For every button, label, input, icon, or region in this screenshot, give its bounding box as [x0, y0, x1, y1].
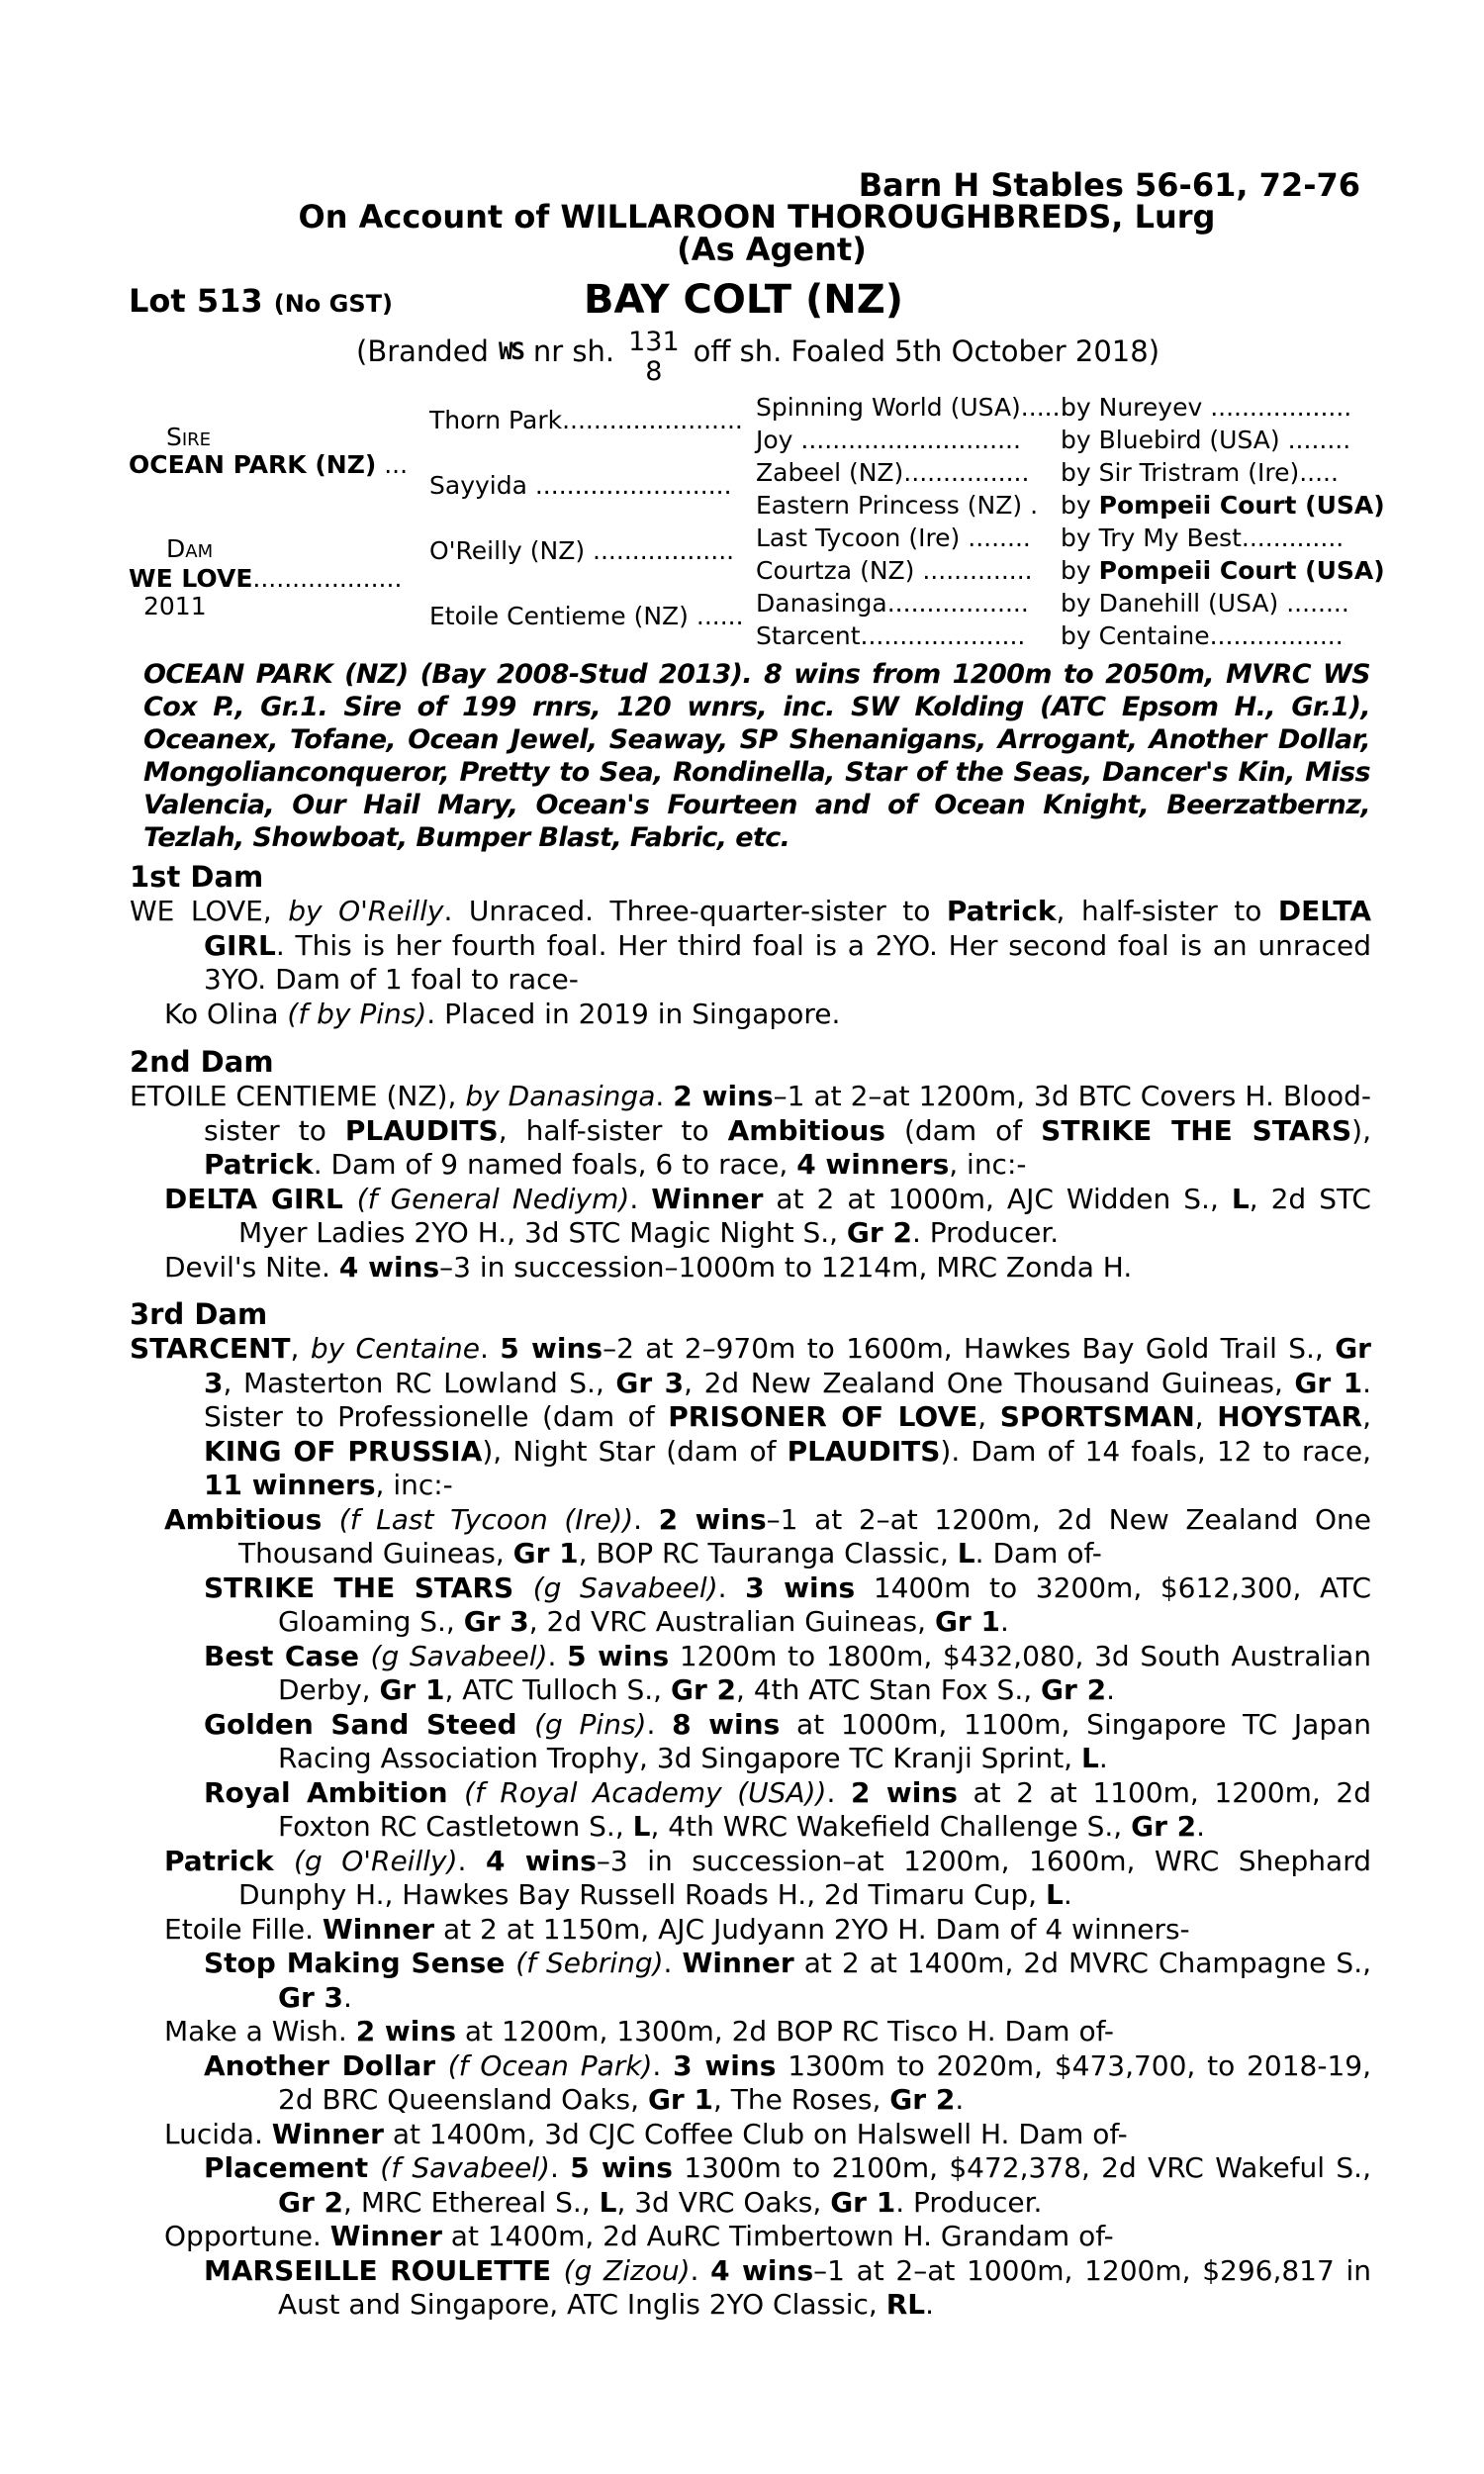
- great-grandparent-sire: [1061, 426, 1350, 454]
- grand-progeny-entry: [130, 2254, 1371, 2323]
- sire-name: Pompeii Court (USA): [1098, 556, 1385, 585]
- bold-text: Gr 1: [830, 2185, 896, 2219]
- third-dam-body: [130, 1332, 1371, 2323]
- italic-text: (f General Nediym): [356, 1182, 630, 1215]
- bold-text: Patrick: [946, 895, 1057, 927]
- text: , Masterton RC Lowland S.,: [223, 1366, 616, 1399]
- dam-name-row: [129, 564, 402, 593]
- italic-text: (f Royal Academy (USA)): [464, 1775, 827, 1809]
- text: . Unraced. Three-quarter-sister to: [443, 895, 947, 927]
- grandsire-sire: Thorn Park.......................: [429, 406, 743, 434]
- bold-text: DELTA GIRL: [204, 895, 1372, 962]
- bold-text: 3 wins: [745, 1570, 856, 1604]
- sire-summary: OCEAN PARK (NZ) (Bay 2008-Stud 2013). 8 wins from 1200m to 2050m, MVRC WS Cox P., Gr.1. Sire of 199 rnrs, 120 wnrs, inc. SW Kolding (ATC Epsom H., Gr.1), Oceanex, Tofane, Ocean Jewel, Seaway, SP Shenanigans, Arrogant, Another Dollar, Mongolianconqueror, Pretty to Sea, Rondinella, Star of the Seas, Dancer's Kin, Miss Valencia, Our Hail Mary, Ocean's Fourteen and of Ocean Knight, Beerzatbernz, Tezlah, Showboat, Bumper Blast, Fabric, etc.: [143, 659, 1370, 853]
- text: .: [1098, 1742, 1108, 1774]
- text: , 2d STC Myer Ladies 2YO H., 3d STC Magic Night S.,: [238, 1182, 1371, 1249]
- bold-text: RL: [885, 2288, 926, 2321]
- by-prefix: by: [1061, 491, 1099, 520]
- bold-text: 3 wins: [673, 2048, 777, 2082]
- great-grandparent: Spinning World (USA)......: [756, 393, 1068, 422]
- text: .: [925, 2288, 934, 2321]
- bold-text: 8 wins: [672, 1707, 781, 1741]
- bold-text: Patrick: [204, 1148, 314, 1181]
- italic-text: (g Savabeel): [370, 1639, 548, 1672]
- text: Etoile Fille.: [164, 1912, 323, 1946]
- great-grandparent-sire: [1061, 393, 1351, 422]
- sire-name-row: [129, 450, 408, 479]
- bold-text: Gr 3: [615, 1366, 685, 1399]
- great-grandparent: Danasinga..................: [756, 589, 1029, 618]
- brand-suffix: off sh. Foaled 5th October 2018): [693, 334, 1160, 368]
- great-grandparent-sire: [1061, 621, 1344, 650]
- sire-name: Pompeii Court (USA): [1098, 491, 1385, 520]
- first-dam-heading: 1st Dam: [130, 860, 264, 894]
- first-dam-section: [130, 859, 1371, 1031]
- by-prefix: by: [1061, 523, 1099, 552]
- bold-text: Gr 2: [1131, 1810, 1197, 1843]
- by-prefix: by: [1061, 621, 1099, 650]
- text: Devil's Nite.: [164, 1250, 339, 1284]
- second-dam-section: [130, 1044, 1371, 1285]
- bold-text: Ambitious: [164, 1502, 339, 1536]
- progeny-entry: [130, 1251, 1371, 1285]
- text: .: [955, 2083, 965, 2116]
- text: .: [633, 1502, 659, 1536]
- bold-text: Another Dollar: [204, 2048, 448, 2082]
- bold-text: Patrick: [164, 1844, 295, 1877]
- bold-text: Gr 1: [1294, 1366, 1363, 1399]
- bold-text: PLAUDITS: [787, 1434, 941, 1468]
- text: .: [479, 1332, 501, 1365]
- bold-text: Gr 2: [1041, 1673, 1107, 1706]
- brand-number-top: 131: [628, 327, 680, 357]
- grandsire-dam: O'Reilly (NZ) ..................: [429, 536, 735, 565]
- text: ). Dam of 14 foals, 12 to race,: [940, 1434, 1372, 1468]
- bold-text: L: [1081, 1742, 1099, 1774]
- bold-text: STARCENT: [130, 1332, 291, 1365]
- text: .: [629, 1182, 652, 1215]
- text: –2 at 2–970m to 1600m, Hawkes Bay Gold Trail S.,: [603, 1332, 1336, 1365]
- sire-name: Sir Tristram (Ire).....: [1098, 458, 1339, 487]
- text: at 2 at 1400m, 2d MVRC Champagne S.,: [793, 1947, 1371, 1979]
- grand-progeny-entry: [130, 2151, 1371, 2220]
- text: .: [457, 1844, 486, 1877]
- great-grandparent-sire: [1061, 523, 1344, 552]
- vendor-account: On Account of WILLAROON THOROUGHBREDS, Lurg: [298, 198, 1216, 236]
- dam-entry: [130, 1332, 1371, 1503]
- text: ,: [1194, 1400, 1218, 1433]
- dam-entry: [130, 895, 1371, 998]
- brand-description: [356, 322, 1160, 387]
- granddam-dam: Etoile Centieme (NZ) ......: [429, 602, 744, 630]
- bold-text: Gr 3: [278, 1980, 344, 2014]
- bold-text: L: [599, 2185, 617, 2219]
- bold-text: Winner: [682, 1947, 794, 1979]
- bold-text: 4 winners: [796, 1148, 950, 1181]
- bold-text: Gr 2: [670, 1673, 737, 1706]
- bold-text: 2 wins: [850, 1775, 958, 1809]
- great-grandparent: Joy ............................: [756, 426, 1021, 454]
- text: . Producer.: [895, 2185, 1043, 2219]
- sire-label: Sire: [166, 423, 212, 451]
- text: ,: [977, 1400, 1000, 1433]
- first-dam-body: [130, 895, 1371, 1031]
- text: 1200m to 1800m, $432,080, 3d South Australian Derby,: [278, 1639, 1372, 1706]
- bold-text: Winner: [271, 2117, 384, 2150]
- great-grandparent-sire: [1061, 491, 1385, 520]
- bold-text: 4 wins: [710, 2253, 814, 2287]
- grand-progeny-entry: [130, 1776, 1371, 1845]
- brand-mark-icon: WS: [498, 337, 523, 365]
- text: at 1000m, 1100m, Singapore TC Japan Racing Association Trophy, 3d Singapore TC Kranji Sprint,: [278, 1707, 1371, 1774]
- brand-number-bottom: 8: [645, 356, 663, 387]
- text: .: [999, 1605, 1009, 1638]
- bold-text: 5 wins: [570, 2151, 673, 2184]
- bold-text: L: [1231, 1182, 1250, 1215]
- text: 1400m to 3200m, $612,300, ATC Gloaming S.,: [278, 1570, 1372, 1638]
- text: WE LOVE,: [130, 895, 289, 927]
- grand-progeny-entry: [130, 1640, 1371, 1708]
- great-grandparent: Last Tycoon (Ire) ........: [756, 523, 1031, 552]
- by-prefix: by: [1061, 393, 1099, 422]
- by-prefix: by: [1061, 458, 1099, 487]
- text: ), Night Star (dam of: [482, 1434, 788, 1468]
- bold-text: SPORTSMAN: [999, 1400, 1195, 1433]
- text: –3 in succession–at 1200m, 1600m, WRC Shephard Dunphy H., Hawkes Bay Russell Roads H., 2d Timaru Cup,: [238, 1844, 1371, 1911]
- bold-text: Gr 1: [379, 1673, 445, 1706]
- bold-text: Gr 1: [934, 1605, 1000, 1638]
- bold-text: Placement: [204, 2151, 381, 2184]
- italic-text: (g Savabeel): [532, 1570, 718, 1604]
- text: .: [549, 2151, 571, 2184]
- text: , inc:-: [375, 1469, 453, 1501]
- progeny-entry: [130, 2220, 1371, 2254]
- bold-text: Gr 3: [463, 1605, 529, 1638]
- dam-label: Dam: [166, 534, 214, 563]
- text: at 2 at 1100m, 1200m, 2d Foxton RC Castletown S.,: [278, 1775, 1372, 1843]
- brand-prefix: (Branded: [356, 334, 489, 368]
- text: , 2d New Zealand One Thousand Guineas,: [684, 1366, 1295, 1399]
- dam-foal-year: 2011: [143, 592, 207, 620]
- by-prefix: by: [1061, 426, 1099, 454]
- lot-label: Lot 513: [129, 282, 263, 320]
- italic-text: by O'Reilly: [288, 895, 444, 927]
- bold-text: HOYSTAR: [1217, 1400, 1363, 1433]
- bold-text: Ambitious: [727, 1113, 885, 1147]
- great-grandparent: Courtza (NZ) ..............: [756, 556, 1033, 585]
- text: at 2 at 1150m, AJC Judyann 2YO H. Dam of 4 winners-: [434, 1912, 1190, 1946]
- bold-text: PLAUDITS: [344, 1113, 499, 1147]
- bold-text: KING OF PRUSSIA: [204, 1434, 483, 1468]
- text: at 1200m, 1300m, 2d BOP RC Tisco H. Dam of-: [456, 2015, 1114, 2047]
- lot-number: [129, 282, 393, 320]
- great-grandparent: Starcent.....................: [756, 621, 1026, 650]
- third-dam-heading: 3rd Dam: [130, 1297, 268, 1331]
- bold-text: 5 wins: [500, 1332, 603, 1365]
- text: . Producer.: [911, 1216, 1060, 1249]
- italic-text: (f by Pins): [287, 997, 427, 1030]
- bold-text: Winner: [322, 1912, 435, 1946]
- bold-text: L: [1045, 1878, 1064, 1911]
- bold-text: Stop Making Sense: [204, 1947, 516, 1979]
- bold-text: Gr 1: [512, 1537, 579, 1570]
- text: . Sister to Professionelle (dam of: [204, 1366, 1372, 1433]
- grand-progeny-entry: [130, 2049, 1371, 2118]
- text: –3 in succession–1000m to 1214m, MRC Zonda H.: [439, 1250, 1133, 1284]
- lot-title: BAY COLT (NZ): [584, 277, 903, 323]
- bold-text: Golden Sand Steed: [204, 1707, 535, 1741]
- italic-text: (g Pins): [534, 1707, 647, 1741]
- sire-name: Try My Best.............: [1098, 523, 1345, 552]
- brand-mid: nr sh.: [532, 334, 615, 368]
- lot-gst-note: (No GST): [273, 290, 393, 318]
- bold-text: 5 wins: [567, 1639, 670, 1672]
- bold-text: Winner: [329, 2220, 442, 2252]
- bold-text: STRIKE THE STARS: [204, 1570, 533, 1604]
- bold-text: Gr 2: [889, 2083, 956, 2116]
- progeny-entry: [130, 1183, 1371, 1251]
- bold-text: STRIKE THE STARS: [1041, 1113, 1352, 1147]
- grand-progeny-entry: [130, 1947, 1371, 2015]
- sire-name: Bluebird (USA) ........: [1098, 426, 1351, 454]
- sire-name: Centaine.................: [1098, 621, 1344, 650]
- italic-text: (f Last Tycoon (Ire)): [338, 1502, 634, 1536]
- sire-name: Nureyev ..................: [1098, 393, 1352, 422]
- bold-text: MARSEILLE ROULETTE: [204, 2253, 564, 2287]
- bold-text: DELTA GIRL: [164, 1182, 357, 1215]
- bold-text: 11 winners: [204, 1469, 376, 1501]
- italic-text: by Danasinga: [465, 1080, 656, 1112]
- text: . This is her fourth foal. Her third foal is a 2YO. Her second foal is an unraced 3YO. Dam of 1 foal to race-: [204, 928, 1371, 996]
- italic-text: by Centaine: [310, 1332, 480, 1365]
- great-grandparent-sire: [1061, 556, 1385, 585]
- text: –1 at 2–at 1200m, 2d New Zealand One Thousand Guineas,: [238, 1502, 1371, 1570]
- progeny-entry: [130, 1503, 1371, 1571]
- text: at 1400m, 2d AuRC Timbertown H. Grandam of-: [441, 2220, 1114, 2252]
- text: (dam of: [884, 1113, 1042, 1147]
- text: .: [655, 1080, 674, 1112]
- text: ),: [1351, 1113, 1371, 1147]
- second-dam-body: [130, 1080, 1371, 1285]
- text: Make a Wish.: [164, 2015, 356, 2047]
- text: Ko Olina: [164, 997, 288, 1030]
- italic-text: (g O'Reilly): [294, 1844, 458, 1877]
- text: Lucida.: [164, 2117, 272, 2150]
- bold-text: L: [632, 1810, 651, 1843]
- italic-text: (f Ocean Park): [447, 2048, 653, 2082]
- sire-name: Danehill (USA) ........: [1098, 589, 1349, 618]
- progeny-entry: [130, 1845, 1371, 1913]
- text: , MRC Ethereal S.,: [343, 2185, 600, 2219]
- text: .: [1063, 1878, 1072, 1911]
- second-dam-heading: 2nd Dam: [130, 1045, 274, 1079]
- text: .: [1196, 1810, 1206, 1843]
- text: . Dam of 9 named foals, 6 to race,: [313, 1148, 797, 1181]
- italic-text: (f Savabeel): [380, 2151, 550, 2184]
- text: , 4th ATC Stan Fox S.,: [736, 1673, 1042, 1706]
- sire-dots: ...: [376, 450, 409, 479]
- text: at 2 at 1000m, AJC Widden S.,: [763, 1182, 1232, 1215]
- text: , 2d VRC Australian Guineas,: [528, 1605, 935, 1638]
- great-grandparent: Eastern Princess (NZ) .: [756, 491, 1039, 520]
- progeny-entry: [130, 998, 1371, 1032]
- text: . Placed in 2019 in Singapore.: [426, 997, 841, 1030]
- dam-name: WE LOVE: [129, 564, 253, 593]
- great-grandparent-sire: [1061, 589, 1349, 618]
- bold-text: L: [957, 1537, 975, 1570]
- bold-text: Royal Ambition: [204, 1775, 465, 1809]
- bold-text: 2 wins: [658, 1502, 767, 1536]
- third-dam-section: [130, 1296, 1371, 2323]
- great-grandparent: Zabeel (NZ)................: [756, 458, 1030, 487]
- text: , 4th WRC Wakefield Challenge S.,: [650, 1810, 1132, 1843]
- bold-text: Gr 1: [647, 2083, 713, 2116]
- text: . Dam of-: [974, 1537, 1102, 1570]
- text: ETOILE CENTIEME (NZ),: [130, 1080, 466, 1112]
- brand-number: [628, 328, 680, 387]
- bold-text: Gr 3: [204, 1332, 1371, 1399]
- text: , BOP RC Tauranga Classic,: [578, 1537, 958, 1570]
- progeny-entry: [130, 2118, 1371, 2152]
- text: ,: [290, 1332, 311, 1365]
- text: .: [547, 1639, 568, 1672]
- barn-location: Barn H Stables 56-61, 72-76: [858, 166, 1360, 204]
- text: .: [646, 1707, 673, 1741]
- text: , half-sister to: [1056, 895, 1278, 927]
- text: –1 at 2–at 1000m, 1200m, $296,817 in Aust and Singapore, ATC Inglis 2YO Classic,: [278, 2253, 1371, 2321]
- text: , inc:-: [949, 1148, 1027, 1181]
- text: –1 at 2–at 1200m, 3d BTC Covers H. Blood-sister to: [204, 1080, 1371, 1147]
- bold-text: Gr 2: [278, 2185, 344, 2219]
- bold-text: Winner: [651, 1182, 764, 1215]
- grand-progeny-entry: [130, 1571, 1371, 1640]
- bold-text: PRISONER OF LOVE: [668, 1400, 978, 1433]
- dam-dots: ...................: [252, 564, 403, 593]
- text: .: [690, 2253, 711, 2287]
- text: Opportune.: [164, 2220, 330, 2252]
- text: .: [343, 1980, 352, 2014]
- sire-name: OCEAN PARK (NZ): [129, 450, 377, 479]
- italic-text: (f Sebring): [515, 1947, 664, 1979]
- dam-entry: [130, 1080, 1371, 1183]
- bold-text: 4 wins: [338, 1250, 440, 1284]
- bold-text: 2 wins: [673, 1080, 774, 1112]
- bold-text: Best Case: [204, 1639, 371, 1672]
- text: .: [826, 1775, 851, 1809]
- text: .: [717, 1570, 746, 1604]
- text: , half-sister to: [498, 1113, 728, 1147]
- bold-text: Gr 2: [846, 1216, 912, 1249]
- great-grandparent-sire: [1061, 458, 1339, 487]
- text: .: [1106, 1673, 1115, 1706]
- text: ,: [1362, 1400, 1371, 1433]
- progeny-entry: [130, 1913, 1371, 1948]
- grand-progeny-entry: [130, 1708, 1371, 1776]
- text: .: [663, 1947, 683, 1979]
- vendor-agent-note: (As Agent): [677, 231, 867, 268]
- bold-text: 4 wins: [485, 1844, 597, 1877]
- text: 1300m to 2100m, $472,378, 2d VRC Wakeful S.,: [672, 2151, 1371, 2184]
- text: , ATC Tulloch S.,: [444, 1673, 671, 1706]
- bold-text: 2 wins: [355, 2015, 456, 2047]
- progeny-entry: [130, 2015, 1371, 2049]
- granddam-sire: Sayyida .........................: [429, 471, 732, 500]
- text: .: [652, 2048, 674, 2082]
- text: , 3d VRC Oaks,: [616, 2185, 831, 2219]
- by-prefix: by: [1061, 556, 1099, 585]
- italic-text: (g Zizou): [563, 2253, 691, 2287]
- text: at 1400m, 3d CJC Coffee Club on Halswell H. Dam of-: [383, 2117, 1128, 2150]
- text: , The Roses,: [712, 2083, 890, 2116]
- text: 1300m to 2020m, $473,700, to 2018-19, 2d BRC Queensland Oaks,: [278, 2048, 1371, 2116]
- by-prefix: by: [1061, 589, 1099, 618]
